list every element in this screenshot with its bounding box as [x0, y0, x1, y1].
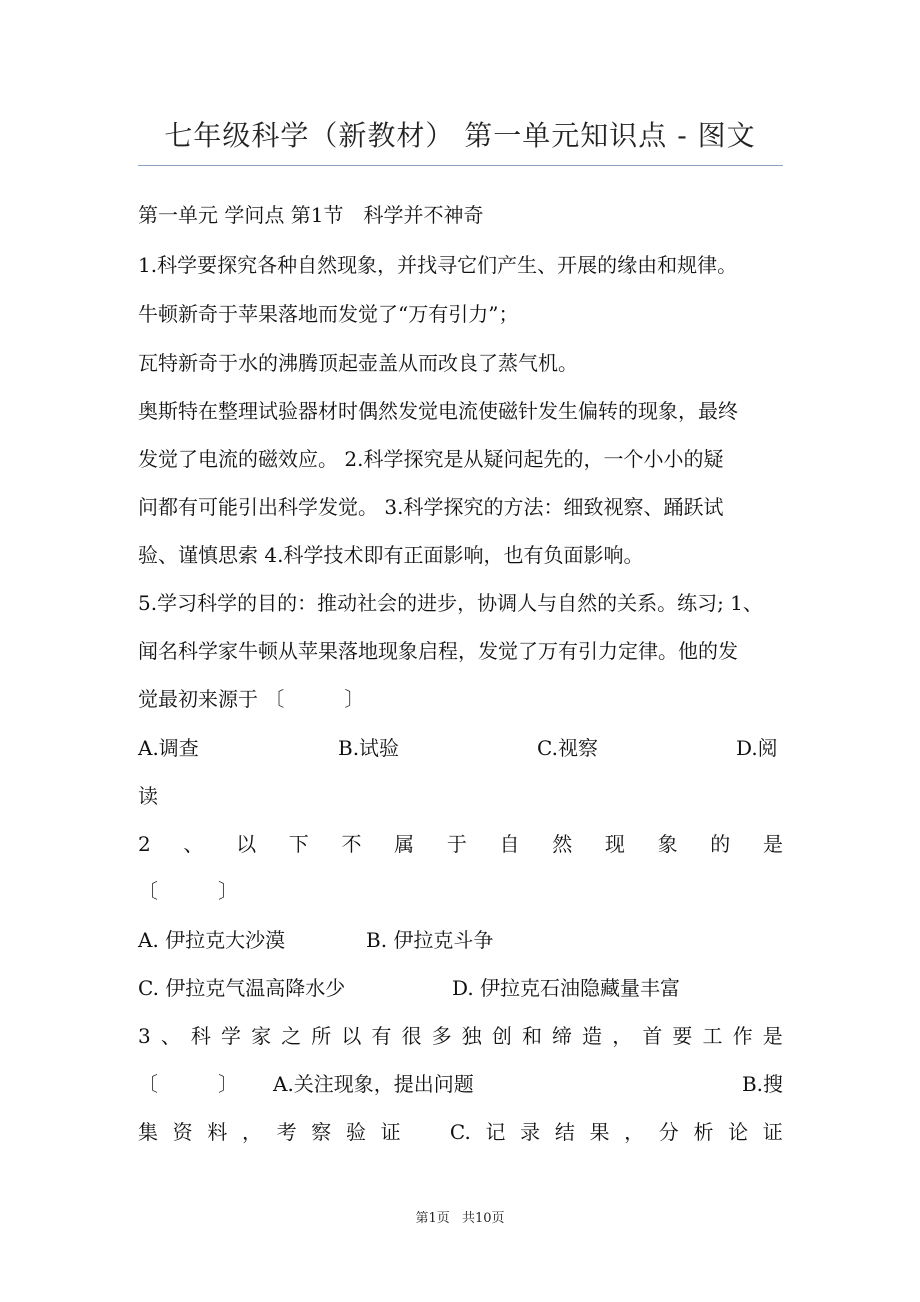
stem-char: 首: [642, 1024, 663, 1048]
question-2-stem: [138, 831, 783, 857]
page-number: 第1页: [415, 1211, 450, 1226]
paragraph-line: 闻名科学家牛顿从苹果落地现象启程，发觉了万有引力定律。他的发: [138, 639, 738, 663]
stem-char: 不: [341, 832, 362, 856]
question-3-continuation: [138, 1119, 783, 1145]
paragraph-line: 1.科学要探究各种自然现象，并找寻它们产生、开展的缘由和规律。: [138, 253, 738, 277]
question-3-bracket: 〔 〕: [138, 1072, 238, 1096]
stem-char: 料: [207, 1120, 228, 1144]
stem-char: 录: [520, 1120, 541, 1144]
option-b: B.搜: [741, 1072, 783, 1096]
question-2-bracket: 〔 〕: [138, 879, 238, 903]
option-c: C. 伊拉克气温高降水少: [138, 976, 346, 1000]
paragraph-line: 验、谨慎思索 4.科学技术即有正面影响，也有负面影响。: [138, 543, 644, 567]
option-a: A. 伊拉克大沙漠: [138, 928, 286, 952]
option-c: C.视察: [537, 736, 598, 760]
stem-char: 自: [499, 832, 520, 856]
stem-char: 缔: [552, 1024, 573, 1048]
option-a: A.关注现象，提出问题: [273, 1072, 474, 1096]
question-3-stem: [138, 1023, 783, 1049]
paragraph-line: 发觉了电流的磁效应。 2.科学探究是从疑问起先的，一个小小的疑: [138, 447, 724, 471]
stem-char: 分: [658, 1120, 679, 1144]
option-d-wrap: 读: [138, 784, 158, 808]
stem-char: ，: [241, 1120, 262, 1144]
option-b: B. 伊拉克斗争: [366, 928, 494, 952]
stem-char: 、: [183, 832, 204, 856]
stem-char: 集: [138, 1120, 158, 1144]
stem-char: 下: [288, 832, 309, 856]
stem-char: 记: [485, 1120, 506, 1144]
stem-char: ，: [612, 1024, 633, 1048]
stem-char: [415, 1119, 435, 1145]
option-b: B.试验: [338, 736, 400, 760]
stem-char: 3: [138, 1024, 151, 1048]
stem-char: 结: [554, 1120, 575, 1144]
stem-char: 独: [461, 1024, 482, 1048]
stem-char: 验: [345, 1120, 366, 1144]
page-total: 共10页: [461, 1211, 505, 1226]
stem-char: 象: [657, 832, 678, 856]
page-title: 七年级科学（新教材） 第一单元知识点 - 图文: [164, 119, 756, 152]
section-heading: 第一单元 学问点 第1节 科学并不神奇: [138, 203, 484, 227]
stem-char: 然: [552, 832, 573, 856]
stem-char: 要: [672, 1024, 693, 1048]
stem-char: 考: [276, 1120, 297, 1144]
page-footer: [0, 1207, 920, 1226]
stem-char: 造: [582, 1024, 603, 1048]
paragraph-line: 5.学习科学的目的：推动社会的进步，协调人与自然的关系。练习; 1、: [138, 591, 763, 615]
stem-char: 2: [138, 832, 151, 856]
stem-char: 之: [281, 1024, 302, 1048]
stem-char: 属: [394, 832, 415, 856]
paragraph-line: 奥斯特在整理试验器材时偶然发觉电流使磁针发生偏转的现象，最终: [138, 399, 738, 423]
stem-char: 资: [172, 1120, 193, 1144]
stem-char: 果: [589, 1120, 610, 1144]
paragraph-line: 牛顿新奇于苹果落地而发觉了“万有引力”；: [138, 302, 519, 326]
stem-char: 以: [341, 1024, 362, 1048]
stem-char: 所: [311, 1024, 332, 1048]
stem-char: 科: [190, 1024, 211, 1048]
question-1-stem: 觉最初来源于 〔 〕: [138, 687, 365, 711]
stem-char: 的: [710, 832, 731, 856]
stem-char: 有: [371, 1024, 392, 1048]
stem-char: 察: [311, 1120, 332, 1144]
stem-char: 很: [401, 1024, 422, 1048]
stem-char: 、: [160, 1024, 181, 1048]
stem-char: 析: [693, 1120, 714, 1144]
stem-char: ，: [624, 1120, 645, 1144]
stem-char: 创: [491, 1024, 512, 1048]
option-d: D. 伊拉克石油隐藏量丰富: [452, 976, 681, 1000]
stem-char: 和: [521, 1024, 542, 1048]
stem-char: 作: [732, 1024, 753, 1048]
stem-char: 以: [236, 832, 257, 856]
option-a: A.调查: [138, 736, 199, 760]
stem-char: 论: [728, 1120, 749, 1144]
stem-char: 是: [762, 832, 783, 856]
stem-char: 工: [702, 1024, 723, 1048]
stem-char: C.: [449, 1120, 471, 1144]
stem-char: 家: [251, 1024, 272, 1048]
stem-char: 证: [762, 1120, 783, 1144]
stem-char: 现: [604, 832, 625, 856]
option-d: D.阅: [736, 736, 778, 760]
paragraph-line: 瓦特新奇于水的沸腾顶起壶盖从而改良了蒸气机。: [138, 351, 578, 375]
paragraph-line: 问都有可能引出科学发觉。 3.科学探究的方法：细致视察、踊跃试: [138, 495, 724, 519]
stem-char: 证: [380, 1120, 401, 1144]
stem-char: 学: [221, 1024, 242, 1048]
stem-char: 多: [431, 1024, 452, 1048]
stem-char: 于: [446, 832, 467, 856]
title-underline: [138, 165, 783, 166]
stem-char: 是: [762, 1024, 783, 1048]
